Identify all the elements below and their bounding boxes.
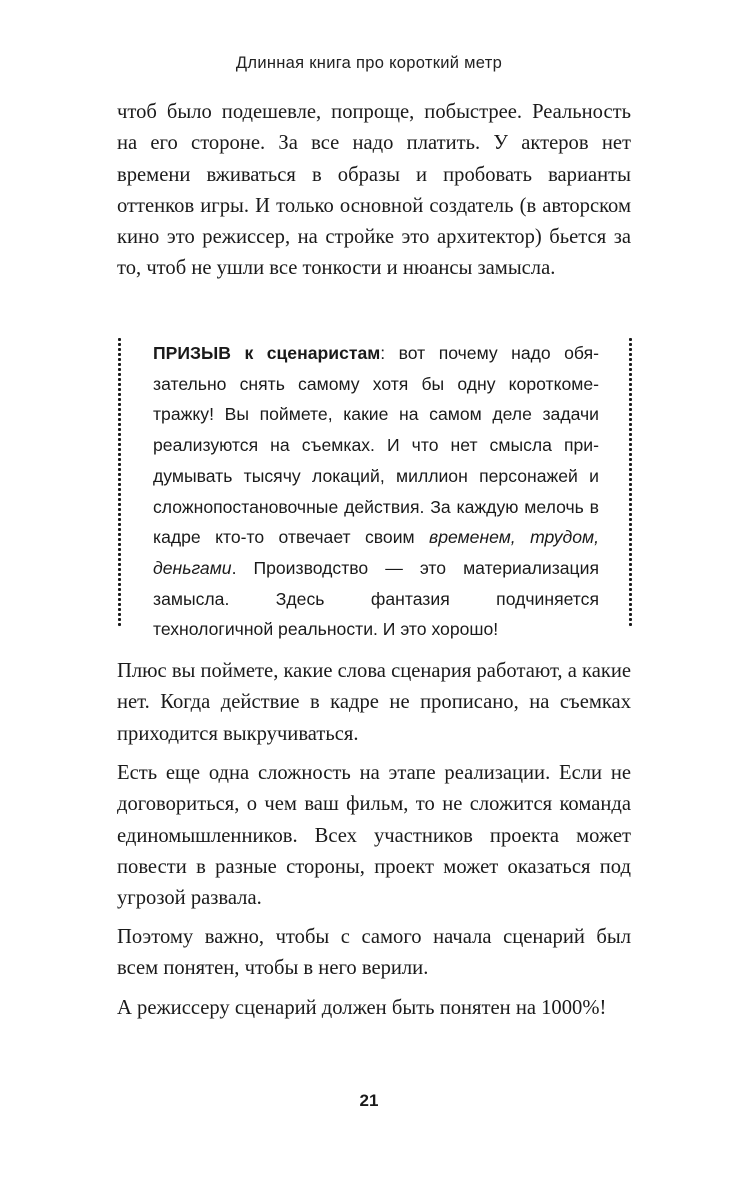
callout-text-part-1: : вот почему надо обязательно снять самому хотя бы одну короткометражку! Вы поймете, какие на самом деле задачи реализуются на съемках. И что нет смысла придумывать тысячу локаций, миллион персонажей и сложнопостановочные действия. За каждую мелочь в кадре кто-то отвечает своим	[153, 343, 599, 548]
page-number: 21	[359, 1091, 379, 1110]
paragraph-1: чтоб было подешевле, попроще, побыстрее. Реальность на его стороне. За все надо платить. У актеров нет времени вживаться в образы и пробовать варианты оттенков игры. И только основной создатель (в авторском кино это режиссер, на стройке это архитектор) бьется за то, чтоб не ушли все тонкости и нюансы замысла.	[117, 101, 631, 280]
callout-italic-phrase: временем, трудом, деньгами	[153, 527, 599, 578]
paragraph-4: Поэтому важно, чтобы с самого начала сценарий был всем понятен, чтобы в него верили.	[117, 926, 631, 980]
paragraph-3: Есть еще одна сложность на этапе реализации. Если не договориться, о чем ваш фильм, то не сложится команда единомышленников. Всех участников проекта может повести в разные стороны, проект может оказаться под угрозой развала.	[117, 762, 631, 910]
callout-lead: ПРИЗЫВ к сценаристам	[153, 343, 381, 363]
callout-text-part-2: . Производство — это материализация замысла. Здесь фантазия подчиняется технологичной реальности. И это хорошо!	[153, 557, 599, 640]
callout-right-dotted-rule	[628, 337, 633, 627]
paragraph-2: Плюс вы поймете, какие слова сценария работают, а какие нет. Когда действие в кадре не прописано, на съемках приходится выкручиваться.	[117, 660, 631, 745]
paragraph-5: А режиссеру сценарий должен быть понятен на 1000%!	[117, 997, 607, 1019]
callout-text	[153, 338, 599, 645]
callout-box	[117, 337, 633, 640]
running-head-title: Длинная книга про короткий метр	[235, 54, 503, 72]
callout-left-dotted-rule	[117, 337, 122, 627]
